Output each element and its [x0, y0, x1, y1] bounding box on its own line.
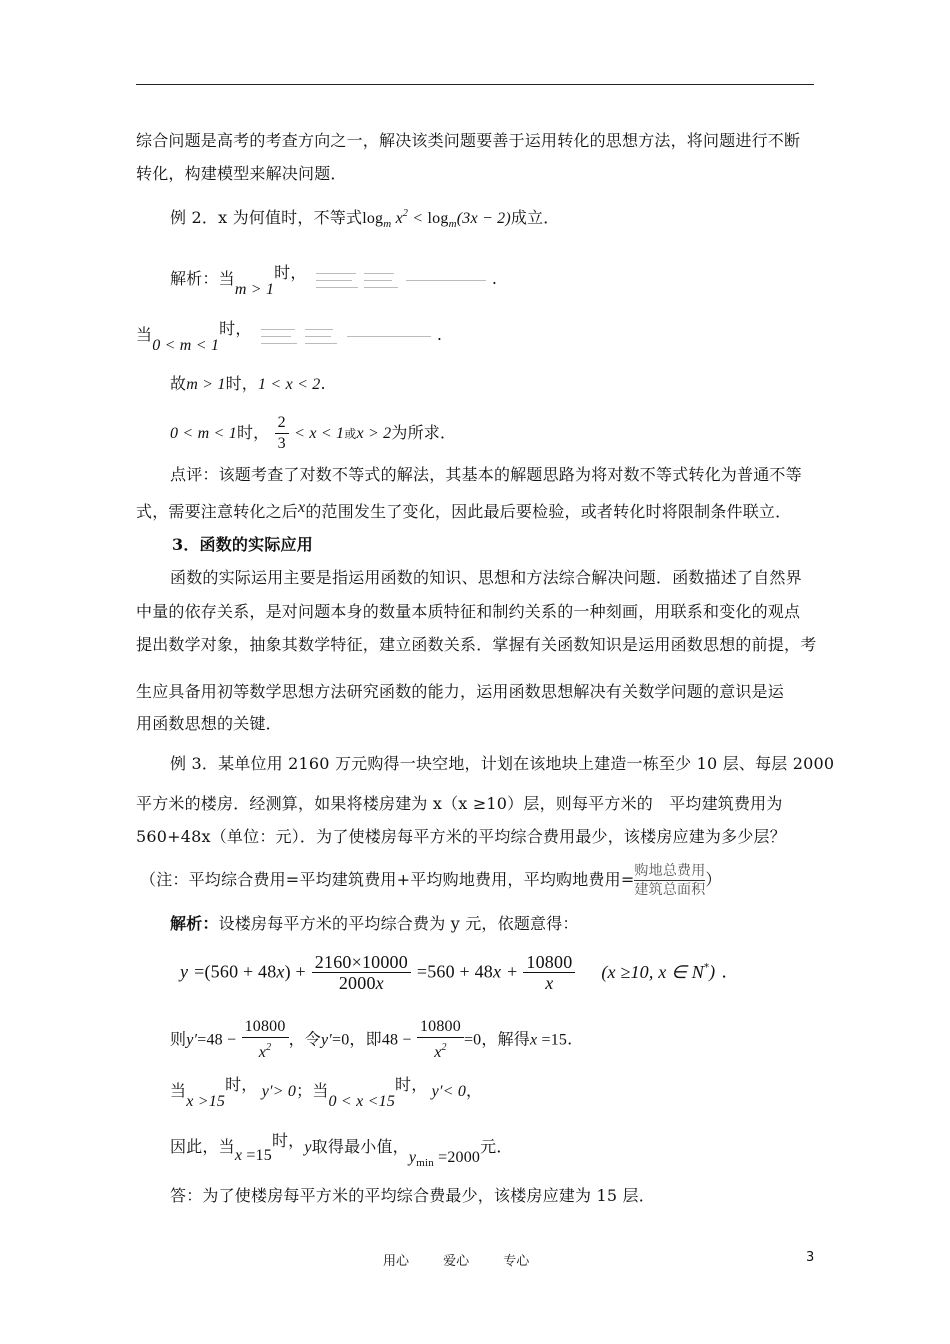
- example-3-line: 例 3．某单位用 2160 万元购得一块空地，计划在该地块上建造一栋至少 10 层、每层 2000: [170, 754, 835, 773]
- section-3-heading: 3．函数的实际应用: [172, 535, 313, 554]
- example-2-case-1: 解析：当m > 1时， .: [170, 263, 498, 298]
- cost-function-formula: y =(560 + 48x) + $\frac{2160\times 10000}{2000x}$ =560 + 48x + $\frac{10800}{x}$ (x ≥10, x ∈ N*) .: [180, 952, 728, 993]
- paragraph-line: 提出数学对象，抽象其数学特征，建立函数关系．掌握有关函数知识是运用函数思想的前提，考: [136, 635, 817, 654]
- illegible-formula: [312, 267, 492, 293]
- example-3-line: 平方米的楼房．经测算，如果将楼房建为 x（x ≥10）层，则每平方米的 平均建筑费用为: [136, 794, 783, 813]
- example-2-case-2: 当0 < m < 1时， .: [136, 319, 443, 354]
- minimum-line: 因此，当x =15时，y取得最小值，$y_{min} =2000$元．: [170, 1131, 513, 1169]
- answer-line: 答：为了使楼房每平方米的平均综合费最少，该楼房应建为 15 层．: [170, 1186, 655, 1205]
- example-2-conclusion-1: 故m > 1时，1 < x < 2.: [170, 374, 326, 393]
- sign-analysis-line: 当x >15时， y′> 0；当0 < x <15时， y′< 0，: [170, 1075, 483, 1110]
- example-2-conclusion-2: 0 < m < 1时， $\frac{2}{3}$ < x < 1或x > 2为所求．: [170, 414, 457, 452]
- paragraph-line: 函数的实际运用主要是指运用函数的知识、思想和方法综合解决问题．函数描述了自然界: [170, 568, 802, 587]
- paragraph-line: 用函数思想的关键．: [136, 714, 282, 733]
- footer-slogan: 用心 爱心 专心: [383, 1254, 530, 1269]
- paragraph-line: 转化，构建模型来解决问题．: [136, 164, 347, 183]
- example-3-solution-intro: 解析：设楼房每平方米的平均综合费为 y 元，依题意得：: [170, 914, 579, 933]
- example-2-statement: 例 2．x 为何值时，不等式$\log_m x^2 < \log_m(3x - 2)$成立．: [170, 208, 560, 230]
- illegible-formula: [257, 323, 437, 349]
- derivative-line: 则y′=48 − $\frac{10800}{x^2}$ ，令y′=0，即48 − $\frac{10800}{x^2}$ =0，解得x =15.: [170, 1018, 573, 1061]
- inequality-formula: $\log_m x^2 < \log_m(3x - 2)$: [362, 208, 511, 230]
- example-3-note: （注：平均综合费用=平均建筑费用+平均购地费用，平均购地费用= $\frac{\text{购地总费用}}{\text{建筑总面积}}$ ）: [140, 863, 722, 898]
- header-rule: [136, 84, 814, 85]
- paragraph-line: 中量的依存关系，是对问题本身的数量本质特征和制约关系的一种刻画，用联系和变化的观点: [136, 602, 801, 621]
- paragraph-line: 生应具备用初等数学思想方法研究函数的能力，运用函数思想解决有关数学问题的意识是运: [136, 682, 785, 701]
- comment-line: 点评：该题考查了对数不等式的解法，其基本的解题思路为将对数不等式转化为普通不等: [170, 465, 802, 484]
- note-fraction: $\frac{\text{购地总费用}}{\text{建筑总面积}}$: [634, 863, 706, 898]
- comment-line: 式，需要注意转化之后x的范围发生了变化，因此最后要检验，或者转化时将限制条件联立．: [136, 499, 792, 521]
- example-3-line: 560+48x（单位：元）．为了使楼房每平方米的平均综合费用最少，该楼房应建为多少层？: [136, 827, 786, 846]
- paragraph-line: 综合问题是高考的考查方向之一，解决该类问题要善于运用转化的思想方法，将问题进行不断: [136, 131, 801, 150]
- fraction-2-3: $\frac{2}{3}$: [275, 413, 289, 454]
- page-number: 3: [806, 1250, 815, 1265]
- condition-m-gt-1: m > 1: [186, 376, 226, 393]
